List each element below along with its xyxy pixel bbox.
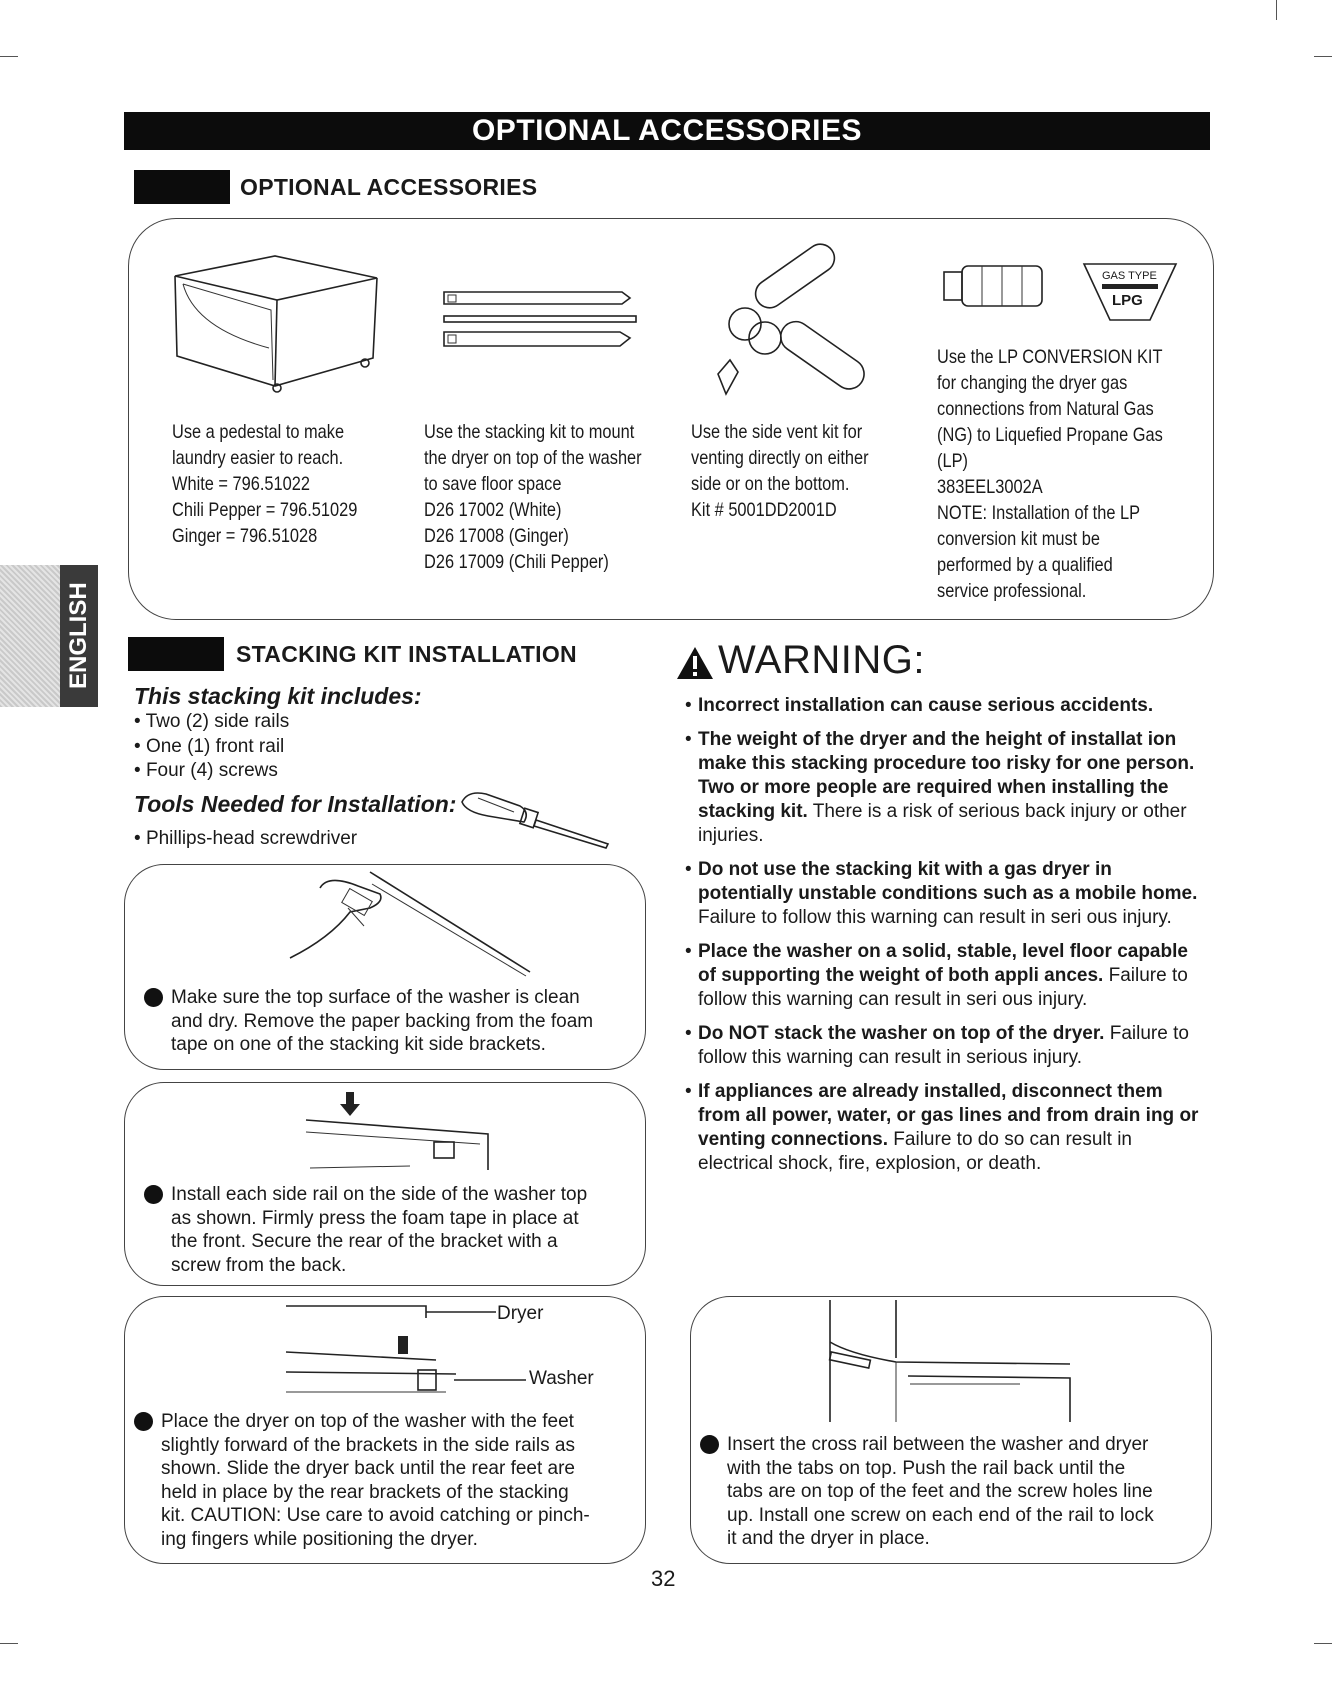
- tools-list: [134, 827, 357, 852]
- crop-mark: [1314, 1643, 1332, 1644]
- step-number: 3: [134, 1412, 153, 1431]
- crop-mark: [0, 1643, 18, 1644]
- warning-item: • Place the washer on a solid, stable, level floor capable of supporting the weight of both appli ances. Failure to follow this warning can result in seri ous injury.: [698, 940, 1208, 1012]
- side-vent-kit-illustration: [690, 232, 875, 412]
- step-number: 2: [144, 1185, 163, 1204]
- tools-heading: Tools Needed for Installation:: [134, 791, 457, 817]
- list-item: • Two (2) side rails: [134, 710, 289, 735]
- step-1-illustration: [280, 868, 540, 978]
- step-2-illustration: [300, 1090, 530, 1176]
- page-number: 32: [651, 1566, 676, 1591]
- language-tab: [0, 565, 98, 707]
- gas-type-value: LPG: [1112, 292, 1143, 309]
- crop-mark: [1276, 0, 1277, 20]
- step-2: 2 Install each side rail on the side of the washer top as shown. Firmly press the foam tape in place at the front. Secure the rear of the bracket with a screw from the back.: [136, 1184, 588, 1276]
- warning-title: WARNING:: [718, 638, 925, 682]
- step-4: 4 Insert the cross rail between the washer and dryer with the tabs on top. Push the rail back until the tabs are on top of the feet and the screw holes line up. Install one screw on each end of the rail to lock it and the dryer in place.: [692, 1434, 1154, 1549]
- section-marker: [128, 637, 224, 671]
- accessories-heading: OPTIONAL ACCESSORIES: [240, 174, 538, 200]
- lp-kit-illustration: [942, 262, 1052, 310]
- page-banner: OPTIONAL ACCESSORIES: [124, 112, 1210, 150]
- list-item: • Four (4) screws: [134, 759, 289, 784]
- warning-item: • The weight of the dryer and the height of installat ion make this stacking procedure too risky for one person. Two or more people are required when installing the stacking kit. There is a risk of serious back injury or other injuries.: [698, 728, 1208, 848]
- warning-item: • Do NOT stack the washer on top of the dryer. Failure to follow this warning can result in serious injury.: [698, 1022, 1208, 1070]
- crop-mark: [0, 56, 18, 57]
- lp-kit-description: Use the LP CONVERSION KIT for changing the dryer gas connections from Natural Gas (NG) to Liquefied Propane Gas (LP) 383EEL3002A NOTE: Installation of the LP conversion kit must be performed by a qualified service professional.: [937, 346, 1163, 602]
- warning-item: • Incorrect installation can cause serious accidents.: [698, 694, 1208, 718]
- warning-list: [698, 694, 1208, 1186]
- pedestal-illustration: [165, 248, 385, 396]
- warning-item: • If appliances are already installed, disconnect them from all power, water, or gas lines and from drain ing or venting connections. Failure to do so can result in electrical shock, fire, explosion, or death.: [698, 1080, 1208, 1176]
- crop-mark: [1314, 56, 1332, 57]
- warning-item: • Do not use the stacking kit with a gas dryer in potentially unstable conditions such as a mobile home. Failure to follow this warning can result in seri ous injury.: [698, 858, 1208, 930]
- gas-type-label: GAS TYPE: [1102, 270, 1157, 282]
- step-number: 1: [144, 988, 163, 1007]
- list-item: • Phillips-head screwdriver: [134, 827, 357, 852]
- screwdriver-icon: [458, 782, 618, 856]
- dryer-label: Dryer: [497, 1303, 544, 1324]
- includes-heading: This stacking kit includes:: [134, 683, 422, 709]
- list-item: • One (1) front rail: [134, 735, 289, 760]
- pedestal-description: Use a pedestal to make laundry easier to reach. White = 796.51022 Chili Pepper = 796.51029 Ginger = 796.51028: [172, 421, 358, 547]
- language-tab-label: ENGLISH: [65, 582, 92, 690]
- washer-label: Washer: [529, 1368, 594, 1389]
- includes-list: [134, 710, 289, 784]
- step-1: 1 Make sure the top surface of the washer is clean and dry. Remove the paper backing from the foam tape on one of the stacking kit side brackets.: [136, 987, 594, 1055]
- side-vent-kit-description: Use the side vent kit for venting directly on either side or on the bottom. Kit # 5001DD2001D: [691, 421, 869, 521]
- stacking-heading: STACKING KIT INSTALLATION: [236, 641, 577, 667]
- stacking-kit-illustration: [432, 288, 652, 360]
- warning-icon: [676, 646, 714, 680]
- step-4-illustration: [820, 1298, 1080, 1428]
- step-3: 3 Place the dryer on top of the washer with the feet slightly forward of the brackets in the side rails as shown. Slide the dryer back until the rear feet are held in place by the rear brackets of the stacking kit. CAUTION: Use care to avoid catching or pinch- ing fingers while positioning the dryer.: [126, 1411, 590, 1550]
- section-marker: [134, 170, 230, 204]
- stacking-kit-description: Use the stacking kit to mount the dryer on top of the washer to save floor space D26 17002 (White) D26 17008 (Ginger) D26 17009 (Chili Pepper): [424, 421, 642, 573]
- step-number: 4: [700, 1435, 719, 1454]
